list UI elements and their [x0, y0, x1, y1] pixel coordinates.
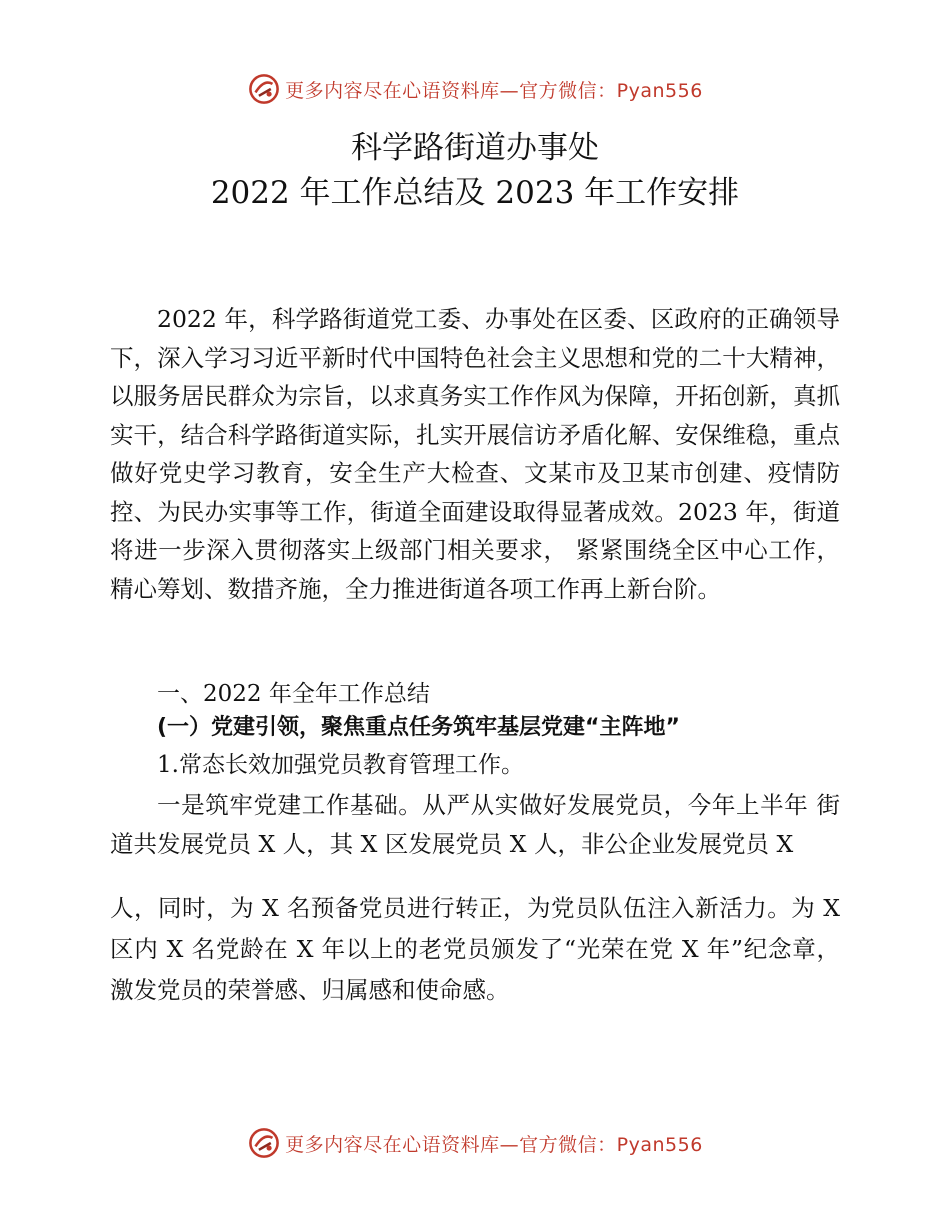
watermark-footer — [0, 1126, 950, 1160]
intro-paragraph: 2022 年，科学路街道党工委、办事处在区委、区政府的正确领导下，深入学习习近平新时代中国特色社会主义思想和党的二十大精神，以服务居民群众为宗旨，以求真务实工作作风为保障，开拓创新，真抓实干，结合科学路街道实际，扎实开展信访矛盾化解、安保维稳，重点做好党史学习教育，安全生产大检查、文某市及卫某市创建、疫情防控、为民办实事等工作，街道全面建设取得显著成效。2023 年，街道将进一步深入贯彻落实上级部门相关要求， 紧紧围绕全区中心工作，精心筹划、数措齐施，全力推进街道各项工作再上新台阶。 — [110, 305, 840, 603]
body-paragraph-2: 人，同时，为 X 名预备党员进行转正，为党员队伍注入新活力。为 X 区内 X 名党龄在 X 年以上的老党员颁发了“光荣在党 X 年”纪念章，激发党员的荣誉感、归属感和使命感。 — [110, 894, 840, 1004]
section-heading: 一、2022 年全年工作总结 — [157, 681, 430, 707]
watermark-text: 更多内容尽在心语资料库—官方微信：Pyan556 — [285, 1133, 703, 1156]
page-title-line2: 2022 年工作总结及 2023 年工作安排 — [210, 175, 740, 211]
subsection-heading: (一）党建引领，聚焦重点任务筑牢基层党建“主阵地” — [157, 715, 680, 740]
seal-logo-icon — [247, 1126, 281, 1160]
watermark-text: 更多内容尽在心语资料库—官方微信：Pyan556 — [285, 79, 703, 102]
watermark-header — [0, 72, 950, 106]
seal-logo-icon — [247, 72, 281, 106]
item-heading: 1.常态长效加强党员教育管理工作。 — [157, 752, 524, 778]
page-title-line1: 科学路街道办事处 — [351, 130, 599, 166]
body-paragraph-1: 一是筑牢党建工作基础。从严从实做好发展党员，今年上半年 街道共发展党员 X 人，其 X 区发展党员 X 人，非公企业发展党员 X — [110, 791, 840, 858]
